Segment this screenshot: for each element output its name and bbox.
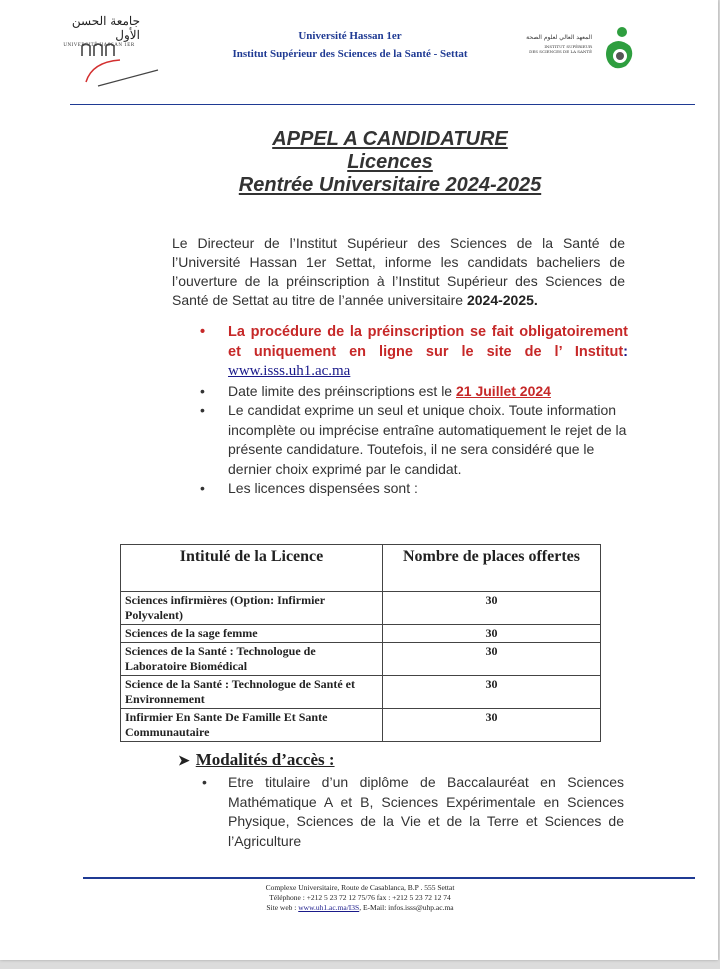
licence-name: Science de la Santé : Technologue de Santé et Environnement bbox=[121, 676, 383, 709]
procedure-text: La procédure de la préinscription se fait obligatoirement et uniquement en ligne sur le site de l’ Institut bbox=[228, 324, 628, 360]
licences-text: Les licences dispensées sont : bbox=[228, 480, 418, 496]
table-header-title: Intitulé de la Licence bbox=[121, 545, 383, 592]
university-logo-sub: UNIVERSITÉ HASSAN 1ER bbox=[63, 43, 135, 48]
table-row bbox=[121, 709, 601, 742]
licence-name: Sciences infirmières (Option: Infirmier Polyvalent) bbox=[121, 592, 383, 625]
institute-emblem-icon bbox=[598, 24, 638, 74]
bullet-dot-icon: • bbox=[200, 402, 205, 418]
table-row bbox=[121, 676, 601, 709]
licence-name: Sciences de la Santé : Technologue de Laboratoire Biomédical bbox=[121, 643, 383, 676]
bullet-dot-icon: • bbox=[200, 382, 205, 399]
footer-website-link[interactable]: www.uh1.ac.ma/I3S bbox=[298, 903, 360, 912]
bullet-choice bbox=[198, 401, 628, 479]
page-title bbox=[130, 128, 650, 197]
footer-web bbox=[180, 903, 540, 913]
modalites-text: Etre titulaire d’un diplôme de Baccalauréat en Sciences Mathématique A et B, Sciences Expérimentale en Sciences Physique, Sciences de la Vie et de la Terre et Sciences de l’Agriculture bbox=[228, 774, 624, 850]
institute-name: Institut Supérieur des Sciences de la Santé - Settat bbox=[232, 48, 468, 60]
procedure-colon: : bbox=[623, 343, 628, 360]
licence-name: Infirmier En Sante De Famille Et Sante Communautaire bbox=[121, 709, 383, 742]
licences-table bbox=[120, 544, 601, 742]
modalites-heading-label: Modalités d’accès : bbox=[195, 750, 335, 769]
university-logo bbox=[58, 14, 158, 84]
intro-year: 2024-2025. bbox=[466, 292, 538, 308]
institute-logo-fr-1: INSTITUT SUPÉRIEUR bbox=[544, 44, 592, 49]
university-logo-arabic: جامعة الحسن الأول bbox=[71, 14, 140, 42]
title-line-3: Rentrée Universitaire 2024-2025 bbox=[238, 174, 542, 196]
institute-logo bbox=[510, 24, 640, 74]
licence-places: 30 bbox=[383, 592, 601, 625]
licence-name: Sciences de la sage femme bbox=[121, 625, 383, 643]
bullet-licences bbox=[198, 479, 628, 499]
header-titles bbox=[200, 30, 500, 60]
institute-logo-fr-2: DES SCIENCES DE LA SANTÉ bbox=[529, 49, 592, 54]
licence-places: 30 bbox=[383, 643, 601, 676]
licence-places: 30 bbox=[383, 709, 601, 742]
bullet-deadline bbox=[198, 382, 628, 402]
footer-divider bbox=[83, 877, 695, 879]
intro-paragraph bbox=[172, 234, 625, 310]
footer-email: , E-Mail: infos.isss@uhp.ac.ma bbox=[359, 903, 454, 912]
info-bullets bbox=[198, 323, 628, 499]
bullet-dot-icon: • bbox=[200, 480, 205, 496]
table-row bbox=[121, 592, 601, 625]
bullet-dot-icon: • bbox=[200, 324, 206, 340]
institute-logo-arabic: المعهد العالي لعلوم الصحة bbox=[526, 34, 592, 41]
footer-web-label: Site web : bbox=[266, 903, 297, 912]
header-divider bbox=[70, 104, 695, 105]
title-line-2: Licences bbox=[347, 151, 433, 173]
table-header-places: Nombre de places offertes bbox=[383, 545, 601, 592]
footer-phone: Téléphone : +212 5 23 72 12 75/76 fax : +212 5 23 72 12 74 bbox=[269, 893, 451, 902]
table-row bbox=[121, 643, 601, 676]
institute-website-link[interactable]: www.isss.uh1.ac.ma bbox=[228, 363, 351, 379]
footer-address: Complexe Universitaire, Route de Casablanca, B.P . 555 Settat bbox=[265, 883, 455, 892]
licence-places: 30 bbox=[383, 676, 601, 709]
licence-places: 30 bbox=[383, 625, 601, 643]
footer bbox=[180, 883, 540, 913]
university-emblem-icon bbox=[80, 40, 160, 90]
bullet-dot-icon: • bbox=[202, 774, 207, 790]
arrow-right-icon: ➤ bbox=[178, 754, 190, 769]
deadline-text: Date limite des préinscriptions est le bbox=[228, 382, 453, 399]
deadline-date: 21 Juillet 2024 bbox=[456, 382, 551, 399]
title-line-1: APPEL A CANDIDATURE bbox=[272, 128, 508, 150]
table-row bbox=[121, 625, 601, 643]
modalites-bullet bbox=[202, 773, 624, 852]
choice-text: Le candidat exprime un seul et unique choix. Toute information incomplète ou imprécise entraîne automatiquement le rejet de la présente candidature. Toutefois, il ne sera considéré que le dernier choix exprimé par le candidat. bbox=[228, 402, 627, 477]
bullet-procedure bbox=[198, 323, 628, 382]
modalites-heading bbox=[178, 750, 335, 770]
intro-text: Le Directeur de l’Institut Supérieur des Sciences de la Santé de l’Université Hassan 1er Settat, informe les candidats bacheliers de l’ouverture de la préinscription à l’Institut Supérieur des Sciences de Santé de Settat au titre de l’année universitaire bbox=[172, 235, 625, 308]
university-name: Université Hassan 1er bbox=[298, 30, 402, 42]
